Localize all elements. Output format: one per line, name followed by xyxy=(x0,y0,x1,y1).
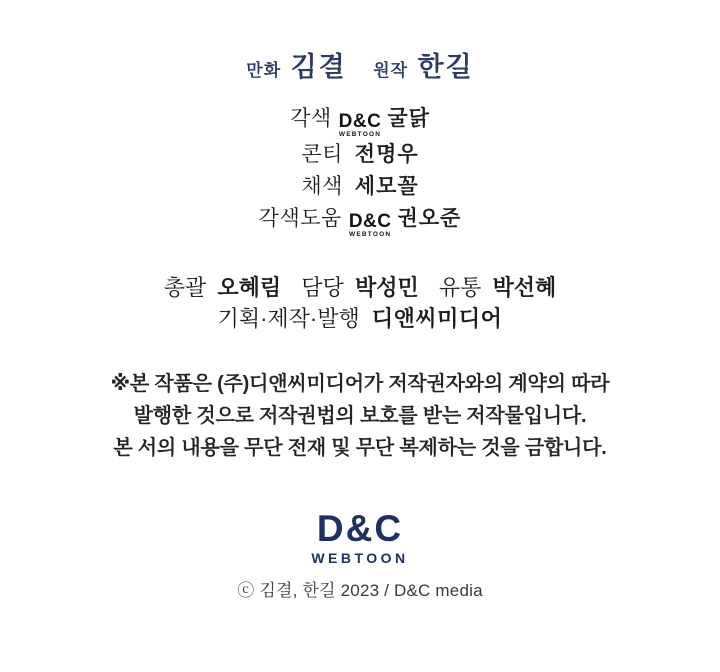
credit-role-label: 콘티 xyxy=(301,142,343,166)
credit-manager xyxy=(301,274,418,302)
staff-row-adaptation-help xyxy=(0,203,720,239)
staff-row-adaptation xyxy=(0,103,720,139)
dnc-webtoon-logo xyxy=(0,510,720,566)
management-credits-line xyxy=(0,274,720,302)
staff-row-coloring xyxy=(0,171,720,203)
dnc-webtoon-inline-logo xyxy=(349,212,392,239)
credit-person-name: 세모꼴 xyxy=(354,174,419,198)
webtoon-logo-text: WEBTOON xyxy=(349,230,392,238)
publisher-name: 디앤씨미디어 xyxy=(371,306,503,331)
copyright-notice-line: ※본 작품은 (주)디앤씨미디어가 저작권자와의 계약의 따라 xyxy=(110,373,610,395)
dnc-logo-text: D&C xyxy=(348,210,392,232)
title-credits-line xyxy=(0,0,720,89)
copyright-notice-line: 본 서의 내용을 무단 전재 및 무단 복제하는 것을 금합니다. xyxy=(113,437,607,459)
webtoon-logo-text: WEBTOON xyxy=(311,550,409,566)
credit-role-label: 각색 xyxy=(290,107,332,130)
credit-supervision xyxy=(164,274,281,302)
credit-role-label: 유통 xyxy=(438,275,482,300)
copyright-line: ⓒ 김결, 한길 2023 / D&C media xyxy=(237,581,483,600)
credit-person-name: 김결 xyxy=(290,52,347,82)
webtoon-logo-text: WEBTOON xyxy=(338,131,382,138)
credit-role-label: 총괄 xyxy=(163,275,207,300)
copyright-notice-line: 발행한 것으로 저작권법의 보호를 받는 저작물입니다. xyxy=(133,405,587,427)
dnc-webtoon-inline-logo xyxy=(339,112,382,139)
staff-row-storyboard xyxy=(0,139,720,171)
credit-original xyxy=(373,50,473,89)
copyright-notice xyxy=(0,368,720,464)
credit-role-label: 만화 xyxy=(246,61,282,80)
credit-manhwa xyxy=(246,50,346,89)
credit-role-label: 채색 xyxy=(301,174,343,198)
credit-role-label: 기획·제작·발행 xyxy=(217,306,360,331)
staff-credits xyxy=(0,103,720,238)
credit-person-name: 오혜림 xyxy=(217,275,282,300)
credit-person-name: 권오준 xyxy=(397,206,462,230)
publisher-credits-line xyxy=(0,304,720,334)
credit-distribution xyxy=(439,274,556,302)
credit-person-name: 굴닭 xyxy=(387,107,430,130)
credit-person-name: 박선혜 xyxy=(492,275,557,300)
credit-person-name: 박성민 xyxy=(354,275,419,300)
credit-person-name: 전명우 xyxy=(354,142,419,166)
credit-person-name: 한길 xyxy=(417,52,474,82)
credit-role-label: 각색도움 xyxy=(258,206,342,230)
dnc-logo-text: D&C xyxy=(316,508,404,549)
dnc-logo-text: D&C xyxy=(338,111,382,132)
credit-role-label: 원작 xyxy=(373,61,409,80)
credit-role-label: 담당 xyxy=(301,275,344,300)
